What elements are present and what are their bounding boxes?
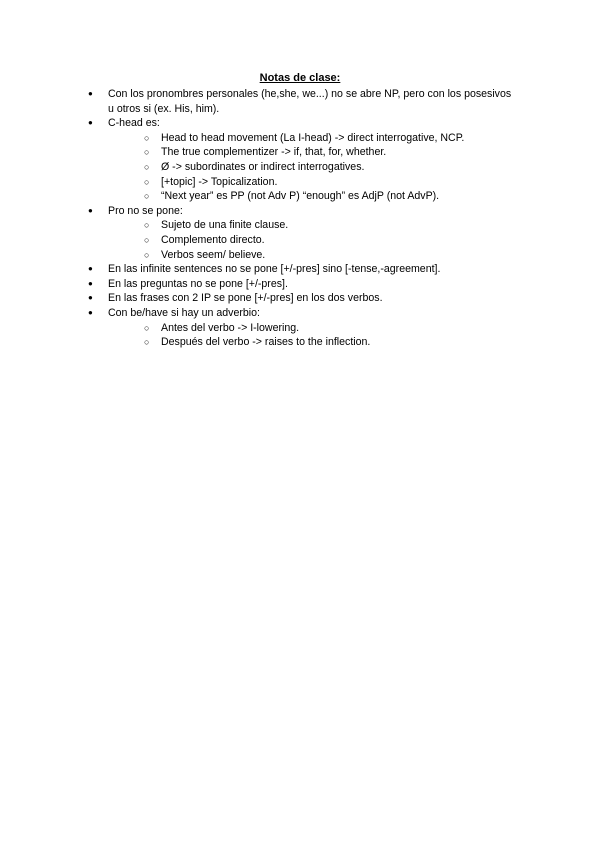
sub-list-item: ○ Después del verbo -> raises to the inflection.	[144, 335, 518, 350]
list-item	[88, 116, 518, 204]
sub-list	[108, 218, 518, 262]
list-item	[88, 277, 518, 292]
list-item	[88, 291, 518, 306]
sub-list-item: ○ Antes del verbo -> I-lowering.	[144, 321, 518, 336]
sub-list-item: ○ The true complementizer -> if, that, for, whether.	[144, 145, 518, 160]
sub-list-item: ○ [+topic] -> Topicalization.	[144, 175, 518, 190]
sub-list-item: ○ Verbos seem/ believe.	[144, 248, 518, 263]
page-title: Notas de clase:	[259, 72, 341, 84]
list-item	[88, 262, 518, 277]
item-text: En las preguntas no se pone [+/-pres].	[108, 277, 288, 290]
sub-list-item: ○ “Next year” es PP (not Adv P) “enough” es AdjP (not AdvP).	[144, 189, 518, 204]
sub-list	[108, 321, 518, 350]
list-item	[88, 306, 518, 350]
item-text: Con be/have si hay un adverbio:	[108, 306, 260, 319]
sub-list	[108, 131, 518, 204]
sub-list-item: ○ Sujeto de una finite clause.	[144, 218, 518, 233]
sub-list-item: ○ Ø -> subordinates or indirect interrogatives.	[144, 160, 518, 175]
item-text: C-head es:	[108, 117, 160, 130]
list-item	[88, 87, 518, 116]
sub-list-item: ○ Complemento directo.	[144, 233, 518, 248]
sub-list-item: ○ Head to head movement (La I-head) -> direct interrogative, NCP.	[144, 131, 518, 146]
list-item	[88, 204, 518, 262]
notes-list	[88, 87, 518, 350]
item-text: En las infinite sentences no se pone [+/-pres] sino [-tense,-agreement].	[108, 263, 441, 276]
item-text: Pro no se pone:	[108, 204, 183, 217]
item-text: En las frases con 2 IP se pone [+/-pres] en los dos verbos.	[108, 292, 383, 305]
item-text: Con los pronombres personales (he,she, we...) no se abre NP, pero con los posesivos u otros si (ex. His, him).	[108, 88, 512, 115]
